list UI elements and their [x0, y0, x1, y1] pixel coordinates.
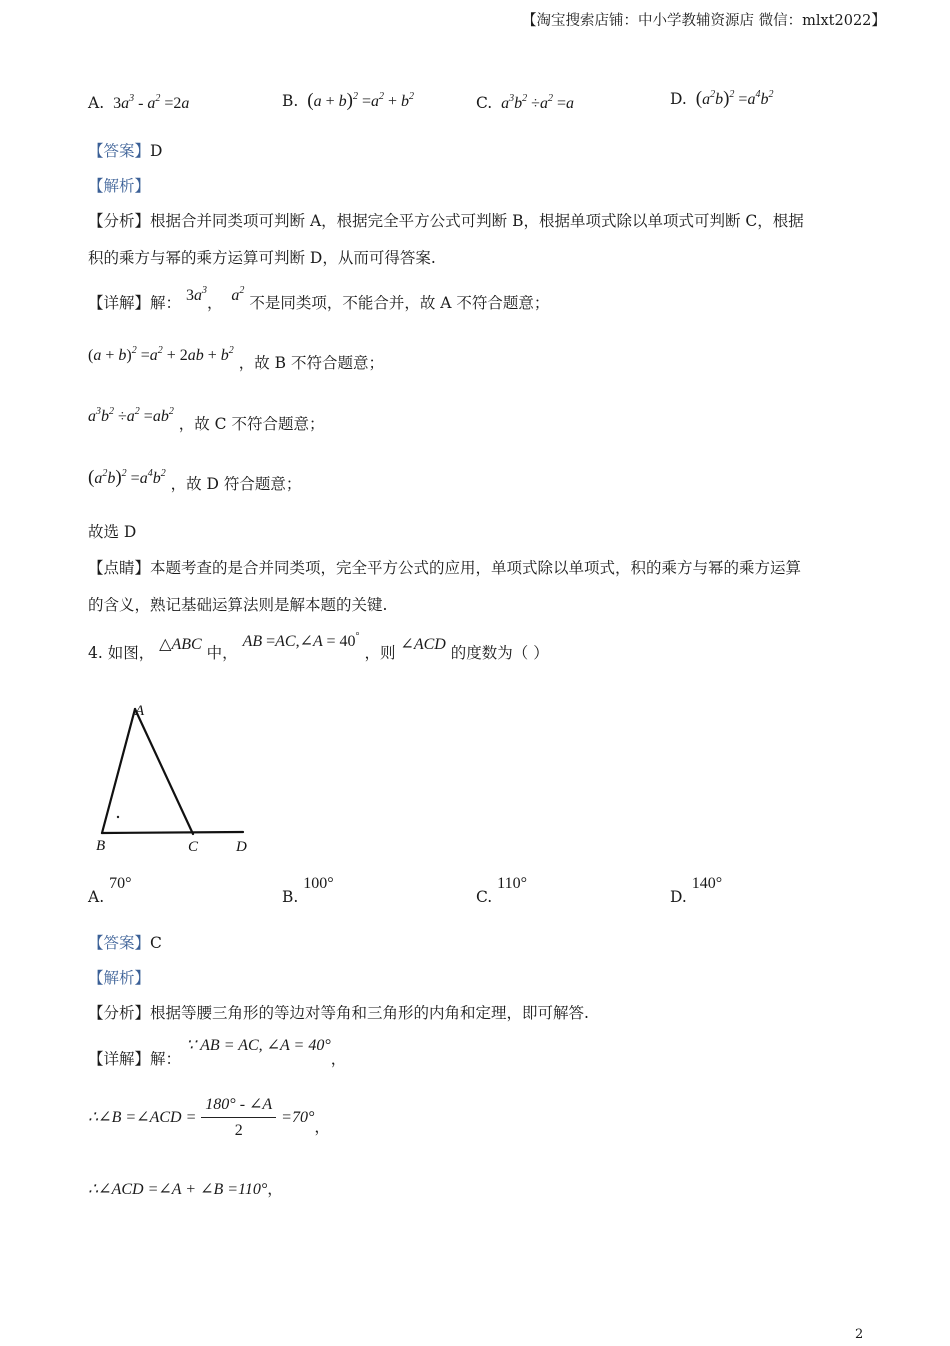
- q3-fenxi-line1: [88, 210, 804, 232]
- q3-option-d: D. $(a^2b)^2 =a^4b^2$: [670, 88, 774, 109]
- answer-value: C: [150, 934, 162, 952]
- option-value: 140°: [691, 875, 723, 892]
- option-label: A.: [88, 888, 105, 906]
- q4-detail-step2: ∴∠B =∠ACD = $\frac{180^\circ - \angle A}{2}$ =70°，: [88, 1094, 330, 1142]
- fenxi-tag: 【分析】: [88, 212, 151, 230]
- q4-option-a: [88, 872, 132, 906]
- option-label: B.: [282, 888, 299, 906]
- q3-analysis-tag: 【解析】: [88, 177, 151, 195]
- side-ab: [102, 709, 135, 833]
- side-ac: [135, 709, 193, 834]
- fraction-denominator: 2: [234, 1122, 243, 1139]
- option-label: C.: [476, 888, 493, 906]
- fraction-numerator: 180° - ∠A: [201, 1094, 276, 1118]
- triangle-figure: [88, 695, 268, 860]
- detail-d-text: ，故 D 符合题意；: [170, 475, 302, 493]
- label-d: D: [236, 839, 247, 855]
- option-label: D.: [670, 90, 687, 108]
- q4-analysis-tag: 【解析】: [88, 969, 151, 987]
- q3-conclusion: 故选 D: [88, 523, 137, 541]
- label-c: C: [188, 839, 199, 855]
- step3-expr: ∴∠ACD =∠A + ∠B =110°: [88, 1181, 268, 1198]
- q4-option-b: [282, 872, 334, 906]
- step2-lhs: ∴∠B =∠ACD =: [88, 1109, 197, 1126]
- q4-fenxi: [88, 1002, 589, 1024]
- step1-expr: ∵ AB = AC, ∠A = 40°: [185, 1037, 331, 1054]
- q3-option-a: A. $3a^3 - a^2 =2a$: [88, 93, 190, 112]
- q3-option-b: B. $(a + b)^2 =a^2 + b^2$: [282, 90, 415, 111]
- option-label: C.: [476, 94, 493, 112]
- q3-detail-a: 【详解】解： $3a^3$， $a^2$ 不是同类项，不能合并，故 A 不符合题意；: [88, 285, 550, 312]
- detail-b-text: ，故 B 不符合题意；: [238, 354, 384, 372]
- answer-tag: 【答案】: [88, 142, 151, 160]
- dianjing-tag: 【点睛】: [88, 559, 151, 577]
- fenxi-text: 根据等腰三角形的等边对等角和三角形的内角和定理，即可解答.: [150, 1004, 589, 1022]
- page-number: 2: [855, 1327, 864, 1342]
- step2-fraction: [201, 1094, 276, 1142]
- q4-option-d: [670, 872, 723, 906]
- q3-dianjing-line2: 的含义，熟记基础运算法则是解本题的关键.: [88, 596, 388, 614]
- q3-fenxi-line2: 积的乘方与幂的乘方运算可判断 D，从而可得答案.: [88, 249, 436, 267]
- option-value: 100°: [303, 875, 334, 892]
- detail-prefix: 解：: [150, 294, 182, 312]
- q3-detail-d: $(a^2b)^2 =a^4b^2$ ，故 D 符合题意；: [88, 467, 302, 493]
- step2-rhs: =70°: [281, 1109, 315, 1126]
- stem-prefix: 4. 如图，: [88, 644, 155, 662]
- q4-stem: 4. 如图， △ABC 中， AB =AC,∠A = 40° ，则 ∠ACD 的度数为（ ）: [88, 631, 549, 662]
- answer-value: D: [150, 142, 163, 160]
- q4-answer: [88, 932, 162, 954]
- q3-detail-b: $(a + b)^2 =a^2 + 2ab + b^2$ ，故 B 不符合题意；: [88, 345, 384, 372]
- q4-detail-step1: 【详解】解： ∵ AB = AC, ∠A = 40°，: [88, 1037, 347, 1068]
- label-a: A: [135, 703, 145, 719]
- detail-prefix: 解：: [150, 1050, 182, 1068]
- fenxi-text: 根据合并同类项可判断 A，根据完全平方公式可判断 B，根据单项式除以单项式可判断 C，根据: [150, 212, 804, 230]
- option-value: 110°: [497, 875, 527, 892]
- q4-option-c: [476, 872, 527, 906]
- detail-tag: 【详解】: [88, 294, 151, 312]
- fenxi-tag: 【分析】: [88, 1004, 151, 1022]
- option-label: D.: [670, 888, 687, 906]
- option-label: B.: [282, 92, 299, 110]
- dianjing-text: 本题考查的是合并同类项，完全平方公式的应用，单项式除以单项式，积的乘方与幂的乘方运算: [150, 559, 802, 577]
- detail-c-text: ，故 C 不符合题意；: [178, 415, 325, 433]
- stem-end: 的度数为（ ）: [450, 644, 549, 662]
- q3-option-c: C. $a^3b^2 \div a^2 =a$: [476, 93, 574, 112]
- label-b: B: [96, 838, 106, 854]
- answer-tag: 【答案】: [88, 934, 151, 952]
- line-bd: [102, 832, 243, 833]
- q3-answer: [88, 140, 162, 162]
- stem-mid: 中，: [206, 644, 238, 662]
- page-header: 【淘宝搜索店铺：中小学教辅资源店 微信：mlxt2022】: [522, 13, 886, 29]
- q3-dianjing-line1: [88, 557, 801, 579]
- detail-tag: 【详解】: [88, 1050, 151, 1068]
- q4-detail-step3: ∴∠ACD =∠A + ∠B =110°，: [88, 1180, 283, 1198]
- option-label: A.: [88, 94, 105, 112]
- figure-dot: [117, 816, 119, 818]
- q3-detail-c: $a^3b^2 \div a^2 =ab^2$ ，故 C 不符合题意；: [88, 406, 325, 433]
- stem-then: ，则: [364, 644, 396, 662]
- detail-a-text: 不是同类项，不能合并，故 A 不符合题意；: [249, 294, 550, 312]
- option-value: 70°: [109, 875, 132, 892]
